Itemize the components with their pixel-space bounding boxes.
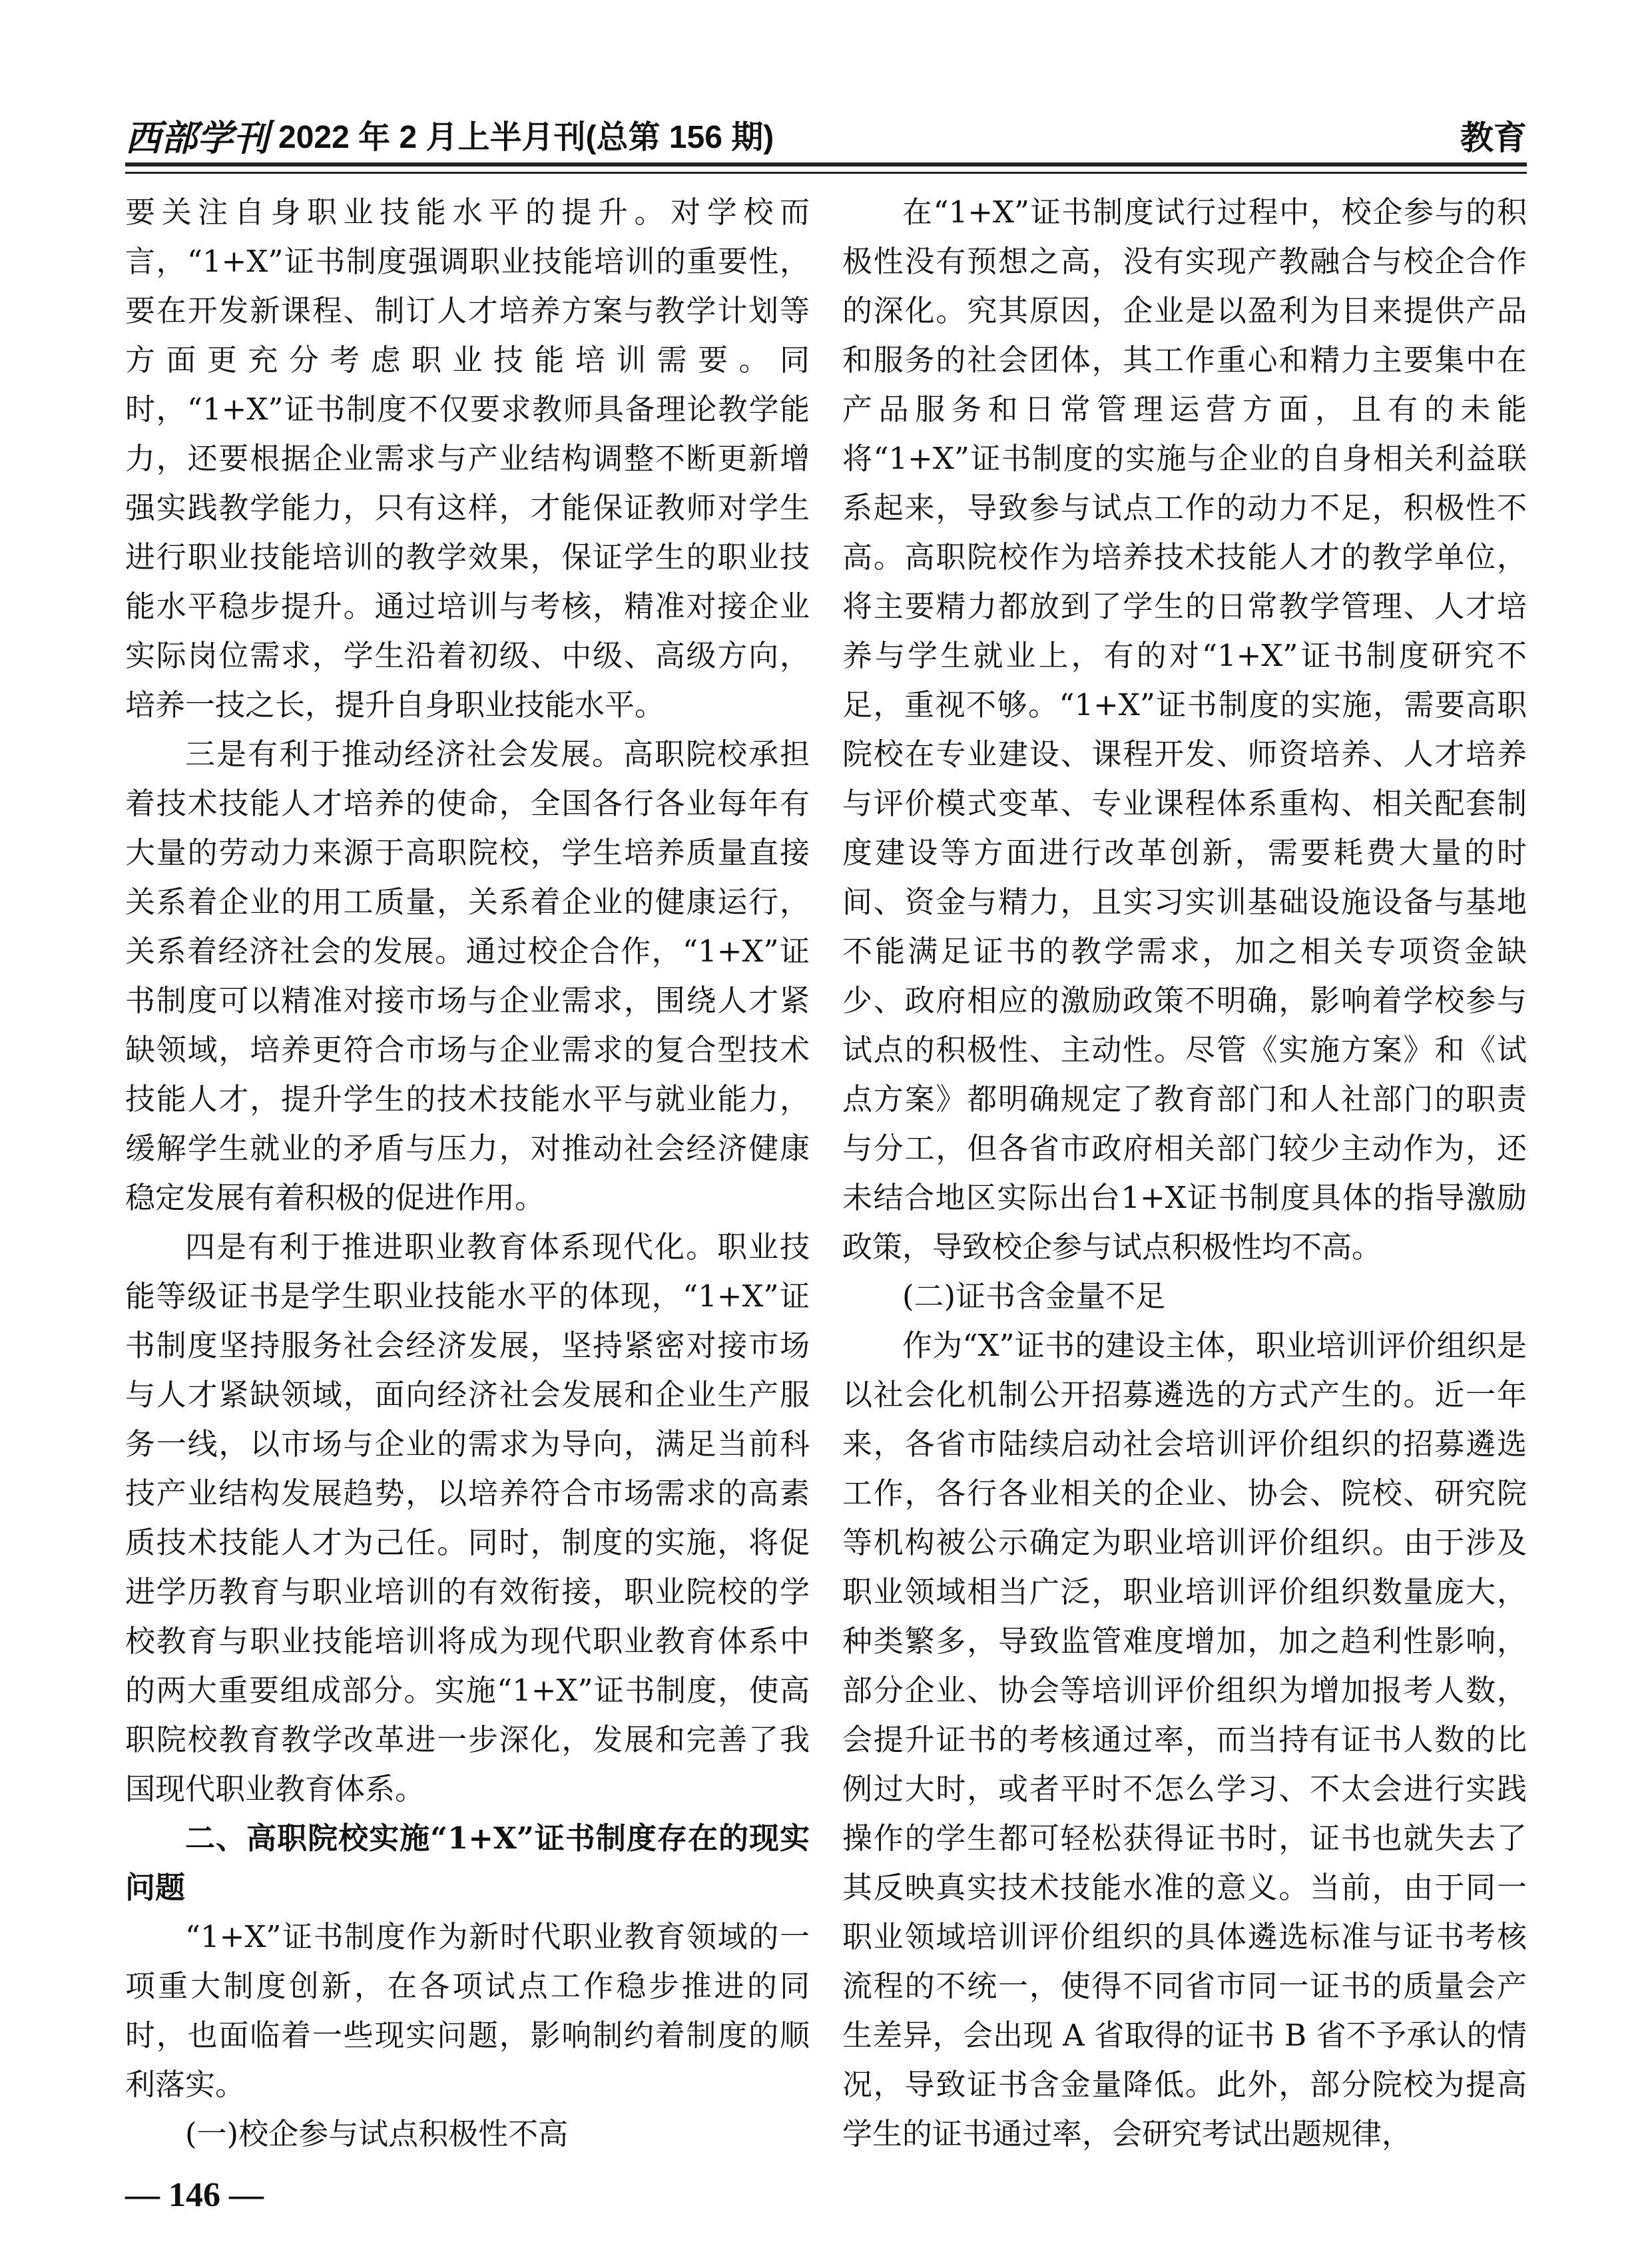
subsection-heading: (一)校企参与试点积极性不高: [185, 2116, 569, 2151]
section-name: 教育: [1460, 119, 1527, 156]
paragraph: 在“1+X”证书制度试行过程中，校企参与的积极性没有预想之高，没有实现产教融合与校企合作的深化。究其原因，企业是以盈利为目来提供产品和服务的社会团体，其工作重心和精力主要集中在产品服务和日常管理运营方面，且有的未能将“1+X”证书制度的实施与企业的自身相关利益联系起来，导致参与试点工作的动力不足，积极性不高。高职院校作为培养技术技能人才的教学单位，将主要精力都放到了学生的日常教学管理、人才培养与学生就业上，有的对“1+X”证书制度研究不足，重视不够。“1+X”证书制度的实施，需要高职院校在专业建设、课程开发、师资培养、人才培养与评价模式变革、专业课程体系重构、相关配套制度建设等方面进行改革创新，需要耗费大量的时间、资金与精力，且实习实训基础设施设备与基地不能满足证书的教学需求，加之相关专项资金缺少、政府相应的激励政策不明确，影响着学校参与试点的积极性、主动性。尽管《实施方案》和《试点方案》都明确规定了教育部门和人社部门的职责与分工，但各省市政府相关部门较少主动作为，还未结合地区实际出台1+X证书制度具体的指导激励政策，导致校企参与试点积极性均不高。: [842, 194, 1527, 1264]
subsection-heading: (二)证书含金量不足: [902, 1278, 1166, 1314]
right-column: [842, 188, 1527, 2159]
header-rule-thin: [125, 172, 1527, 174]
paragraph: 作为“X”证书的建设主体，职业培训评价组织是以社会化机制公开招募遴选的方式产生的。近一年来，各省市陆续启动社会培训评价组织的招募遴选工作，各行各业相关的企业、协会、院校、研究院等机构被公示确定为职业培训评价组织。由于涉及职业领域相当广泛，职业培训评价组织数量庞大，种类繁多，导致监管难度增加，加之趋利性影响，部分企业、协会等培训评价组织为增加报考人数，会提升证书的考核通过率，而当持有证书人数的比例过大时，或者平时不怎么学习、不太会进行实践操作的学生都可轻松获得证书时，证书也就失去了其反映真实技术技能水准的意义。当前，由于同一职业领域培训评价组织的具体遴选标准与证书考核流程的不统一，使得不同省市同一证书的质量会产生差异，会出现 A 省取得的证书 B 省不予承认的情况，导致证书含金量降低。此外，部分院校为提高学生的证书通过率，会研究考试出题规律，: [842, 1328, 1527, 2151]
issue-info: 2022 年 2 月上半月刊(总第 156 期): [278, 120, 774, 155]
running-header: [125, 113, 1527, 160]
paragraph: 三是有利于推动经济社会发展。高职院校承担着技术技能人才培养的使命，全国各行各业每年有大量的劳动力来源于高职院校，学生培养质量直接关系着企业的用工质量，关系着企业的健康运行，关系着经济社会的发展。通过校企合作，“1+X”证书制度可以精准对接市场与企业需求，围绕人才紧缺领域，培养更符合市场与企业需求的复合型技术技能人才，提升学生的技术技能水平与就业能力，缓解学生就业的矛盾与压力，对推动社会经济健康稳定发展有着积极的促进作用。: [125, 736, 810, 1215]
left-column: [125, 188, 810, 2159]
page-number: — 146 —: [125, 2176, 264, 2214]
journal-logo: 西部学刊: [125, 117, 269, 159]
paragraph: 要关注自身职业技能水平的提升。对学校而言，“1+X”证书制度强调职业技能培训的重要性，要在开发新课程、制订人才培养方案与教学计划等方面更充分考虑职业技能培训需要。同时，“1+X”证书制度不仅要求教师具备理论教学能力，还要根据企业需求与产业结构调整不断更新增强实践教学能力，只有这样，才能保证教师对学生进行职业技能培训的教学效果，保证学生的职业技能水平稳步提升。通过培训与考核，精准对接企业实际岗位需求，学生沿着初级、中级、高级方向，培养一技之长，提升自身职业技能水平。: [125, 194, 810, 722]
header-rule-thick: [125, 162, 1527, 166]
section-heading: 二、高职院校实施“1+X”证书制度存在的现实问题: [125, 1821, 810, 1905]
paragraph: 四是有利于推进职业教育体系现代化。职业技能等级证书是学生职业技能水平的体现，“1+X”证书制度坚持服务社会经济发展，坚持紧密对接市场与人才紧缺领域，面向经济社会发展和企业生产服务一线，以市场与企业的需求为导向，满足当前科技产业结构发展趋势，以培养符合市场需求的高素质技术技能人才为己任。同时，制度的实施，将促进学历教育与职业培训的有效衔接，职业院校的学校教育与职业技能培训将成为现代职业教育体系中的两大重要组成部分。实施“1+X”证书制度，使高职院校教育教学改革进一步深化，发展和完善了我国现代职业教育体系。: [125, 1229, 810, 1807]
paragraph: “1+X”证书制度作为新时代职业教育领域的一项重大制度创新，在各项试点工作稳步推进的同时，也面临着一些现实问题，影响制约着制度的顺利落实。: [125, 1919, 810, 2102]
